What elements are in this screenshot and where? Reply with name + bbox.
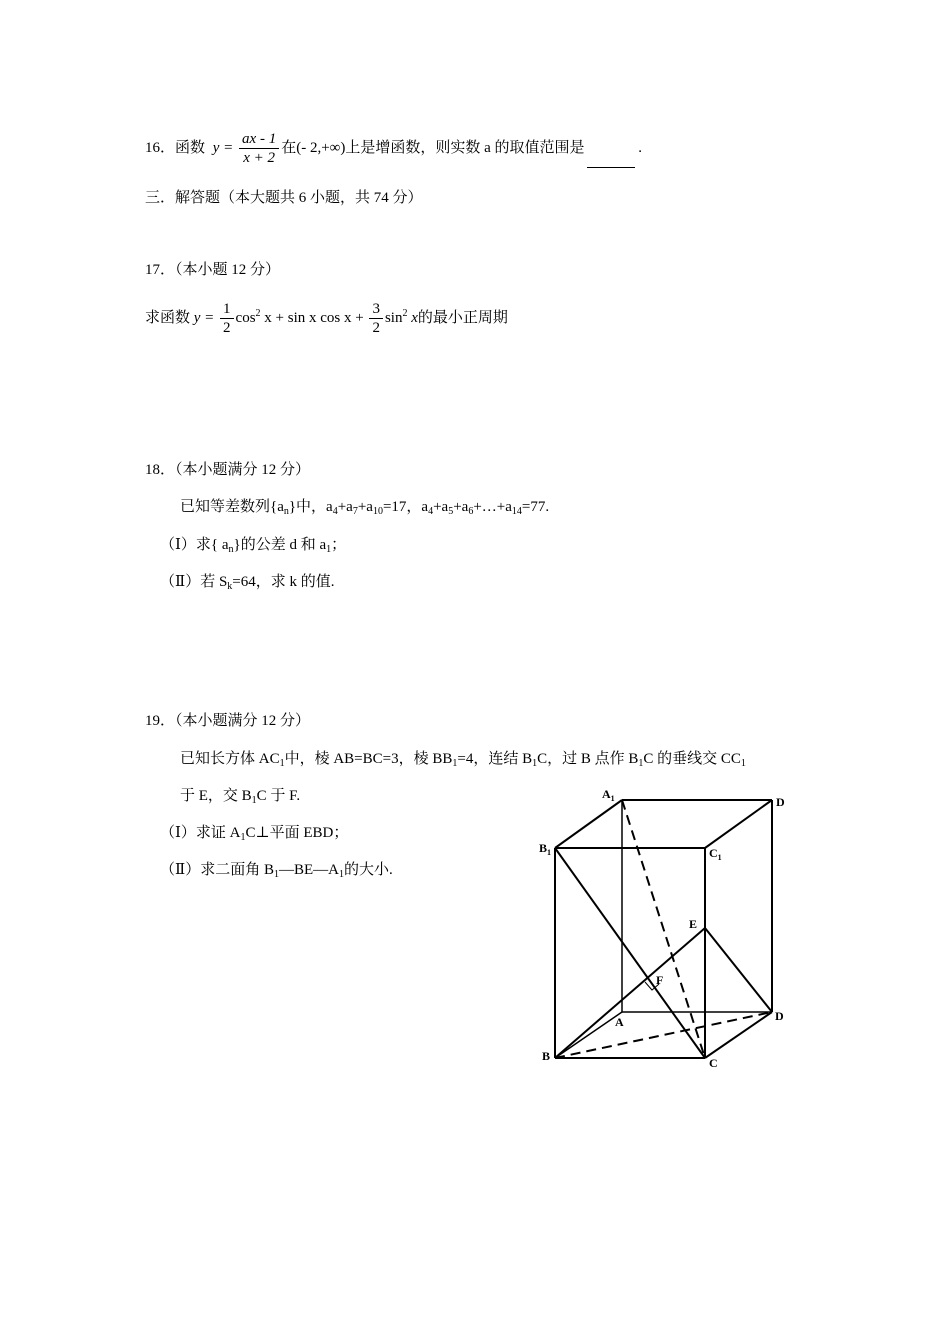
subscript: 14 bbox=[511, 506, 522, 517]
q17-f2-denominator: 2 bbox=[372, 320, 380, 337]
label-D-top: D bbox=[776, 795, 785, 809]
subscript: 1 bbox=[251, 795, 257, 806]
subscript: 1 bbox=[240, 832, 246, 843]
q17-exp-2: 2 bbox=[402, 308, 408, 319]
section-3-heading: 三．解答题（本大题共 6 小题，共 74 分） bbox=[145, 190, 423, 206]
edge-B1A1 bbox=[555, 800, 622, 848]
q18-part-1 bbox=[160, 535, 346, 555]
subscript: 1 bbox=[452, 758, 458, 769]
label-B: B bbox=[542, 1049, 551, 1063]
q19-text: —BE—A bbox=[278, 862, 339, 878]
label-B1: $B_1$ bbox=[539, 841, 552, 857]
q18-part-2 bbox=[160, 572, 335, 592]
q18-text: ； bbox=[331, 537, 347, 553]
q17-y-eq: y = bbox=[193, 310, 215, 326]
q17-mid: x + sin x cos x + bbox=[264, 310, 364, 326]
q17-prefix: 求函数 bbox=[145, 310, 191, 326]
q17-exp-1: 2 bbox=[255, 308, 261, 319]
q17-fraction-2 bbox=[369, 300, 383, 337]
q16-interval: (- 2,+∞) bbox=[296, 140, 346, 156]
q17-f1-denominator: 2 bbox=[223, 320, 231, 337]
q17-suffix: 的最小正周期 bbox=[417, 310, 508, 326]
q18-text: +a bbox=[337, 499, 353, 515]
q18-text: （Ⅰ）求{ a bbox=[160, 537, 229, 553]
q19-text: C 于 F. bbox=[256, 788, 301, 804]
answer-blank bbox=[587, 153, 635, 168]
subscript: 7 bbox=[352, 506, 358, 517]
subscript: 1 bbox=[740, 758, 746, 769]
q18-text: }的公差 d 和 a bbox=[233, 537, 327, 553]
q17-f2-numerator: 3 bbox=[372, 301, 380, 318]
q19-text: （Ⅱ）求二面角 B bbox=[160, 862, 274, 878]
q17-body bbox=[145, 298, 508, 338]
q16-fraction-denominator: x + 2 bbox=[243, 150, 276, 167]
q18-text: }中，a bbox=[288, 499, 333, 515]
subscript: 1 bbox=[326, 544, 332, 555]
q18-text: +a bbox=[453, 499, 469, 515]
subscript: 1 bbox=[273, 869, 279, 880]
edge-CD bbox=[705, 1012, 772, 1058]
q18-header: 18．（本小题满分 12 分） bbox=[145, 462, 311, 478]
subscript: 1 bbox=[279, 758, 285, 769]
q17-x: x bbox=[411, 310, 418, 326]
q19-text: （Ⅰ）求证 A bbox=[160, 825, 241, 841]
q17-cos: cos bbox=[235, 310, 256, 326]
subscript: 10 bbox=[372, 506, 383, 517]
segment-BE bbox=[555, 928, 705, 1058]
subscript: k bbox=[227, 581, 233, 592]
subscript: 1 bbox=[532, 758, 538, 769]
q19-text: 的大小. bbox=[343, 862, 393, 878]
q18-text: +a bbox=[357, 499, 373, 515]
segment-ED bbox=[705, 928, 772, 1012]
q18-text: +a bbox=[433, 499, 449, 515]
subscript: n bbox=[228, 544, 234, 555]
q16-in: 在 bbox=[281, 140, 297, 156]
q18-text: =64，求 k 的值. bbox=[232, 574, 335, 590]
q16-text: 上是增函数，则实数 a 的取值范围是 bbox=[345, 140, 585, 156]
subscript: 6 bbox=[468, 506, 474, 517]
label-C1: $C_1$ bbox=[709, 846, 722, 862]
label-A1: $A_1$ bbox=[602, 787, 615, 803]
q19-text: 中，棱 AB=BC=3，棱 BB bbox=[284, 751, 453, 767]
q17-f1-numerator: 1 bbox=[223, 301, 231, 318]
label-A: A bbox=[615, 1015, 624, 1029]
label-D: D bbox=[775, 1009, 784, 1023]
q16-y-eq: y = bbox=[212, 140, 234, 156]
subscript: n bbox=[283, 506, 289, 517]
q19-text: C⊥平面 EBD； bbox=[245, 825, 349, 841]
q16-end: . bbox=[638, 140, 643, 156]
cuboid-figure bbox=[530, 780, 820, 1080]
label-C: C bbox=[709, 1056, 718, 1070]
segment-B1C bbox=[555, 848, 705, 1058]
hidden-lines bbox=[555, 800, 772, 1058]
q18-text: +…+a bbox=[473, 499, 512, 515]
q19-text: =4，连结 B bbox=[457, 751, 533, 767]
q19-part-2 bbox=[160, 860, 393, 880]
q17-header: 17．（本小题 12 分） bbox=[145, 262, 281, 278]
q16-fraction-numerator: ax - 1 bbox=[242, 131, 277, 148]
subscript: 4 bbox=[428, 506, 434, 517]
edge-C1D1 bbox=[705, 800, 772, 848]
q18-text: 已知等差数列{a bbox=[180, 499, 284, 515]
q18-text: （Ⅱ）若 S bbox=[160, 574, 228, 590]
q19-text: 已知长方体 AC bbox=[180, 751, 280, 767]
q18-text: =17，a bbox=[382, 499, 429, 515]
q18-text: =77. bbox=[521, 499, 550, 515]
q16-fraction bbox=[239, 130, 279, 167]
q19-text: C，过 B 点作 B bbox=[537, 751, 639, 767]
q19-statement-line-1 bbox=[180, 749, 746, 769]
subscript: 1 bbox=[638, 758, 644, 769]
label-E: E bbox=[689, 917, 698, 931]
q19-header: 19．（本小题满分 12 分） bbox=[145, 713, 311, 729]
q17-sin: sin bbox=[384, 310, 403, 326]
q19-text: 于 E，交 B bbox=[180, 788, 252, 804]
q19-part-1 bbox=[160, 823, 348, 843]
q18-statement bbox=[180, 497, 549, 517]
q17-fraction-1 bbox=[220, 300, 234, 337]
q19-text: C 的垂线交 CC bbox=[643, 751, 741, 767]
q16-number: 16．函数 bbox=[145, 140, 206, 156]
q19-statement-line-2 bbox=[180, 786, 300, 806]
subscript: 1 bbox=[338, 869, 344, 880]
question-16 bbox=[145, 128, 642, 168]
subscript: 4 bbox=[332, 506, 338, 517]
subscript: 5 bbox=[448, 506, 454, 517]
label-F: F bbox=[656, 973, 664, 987]
